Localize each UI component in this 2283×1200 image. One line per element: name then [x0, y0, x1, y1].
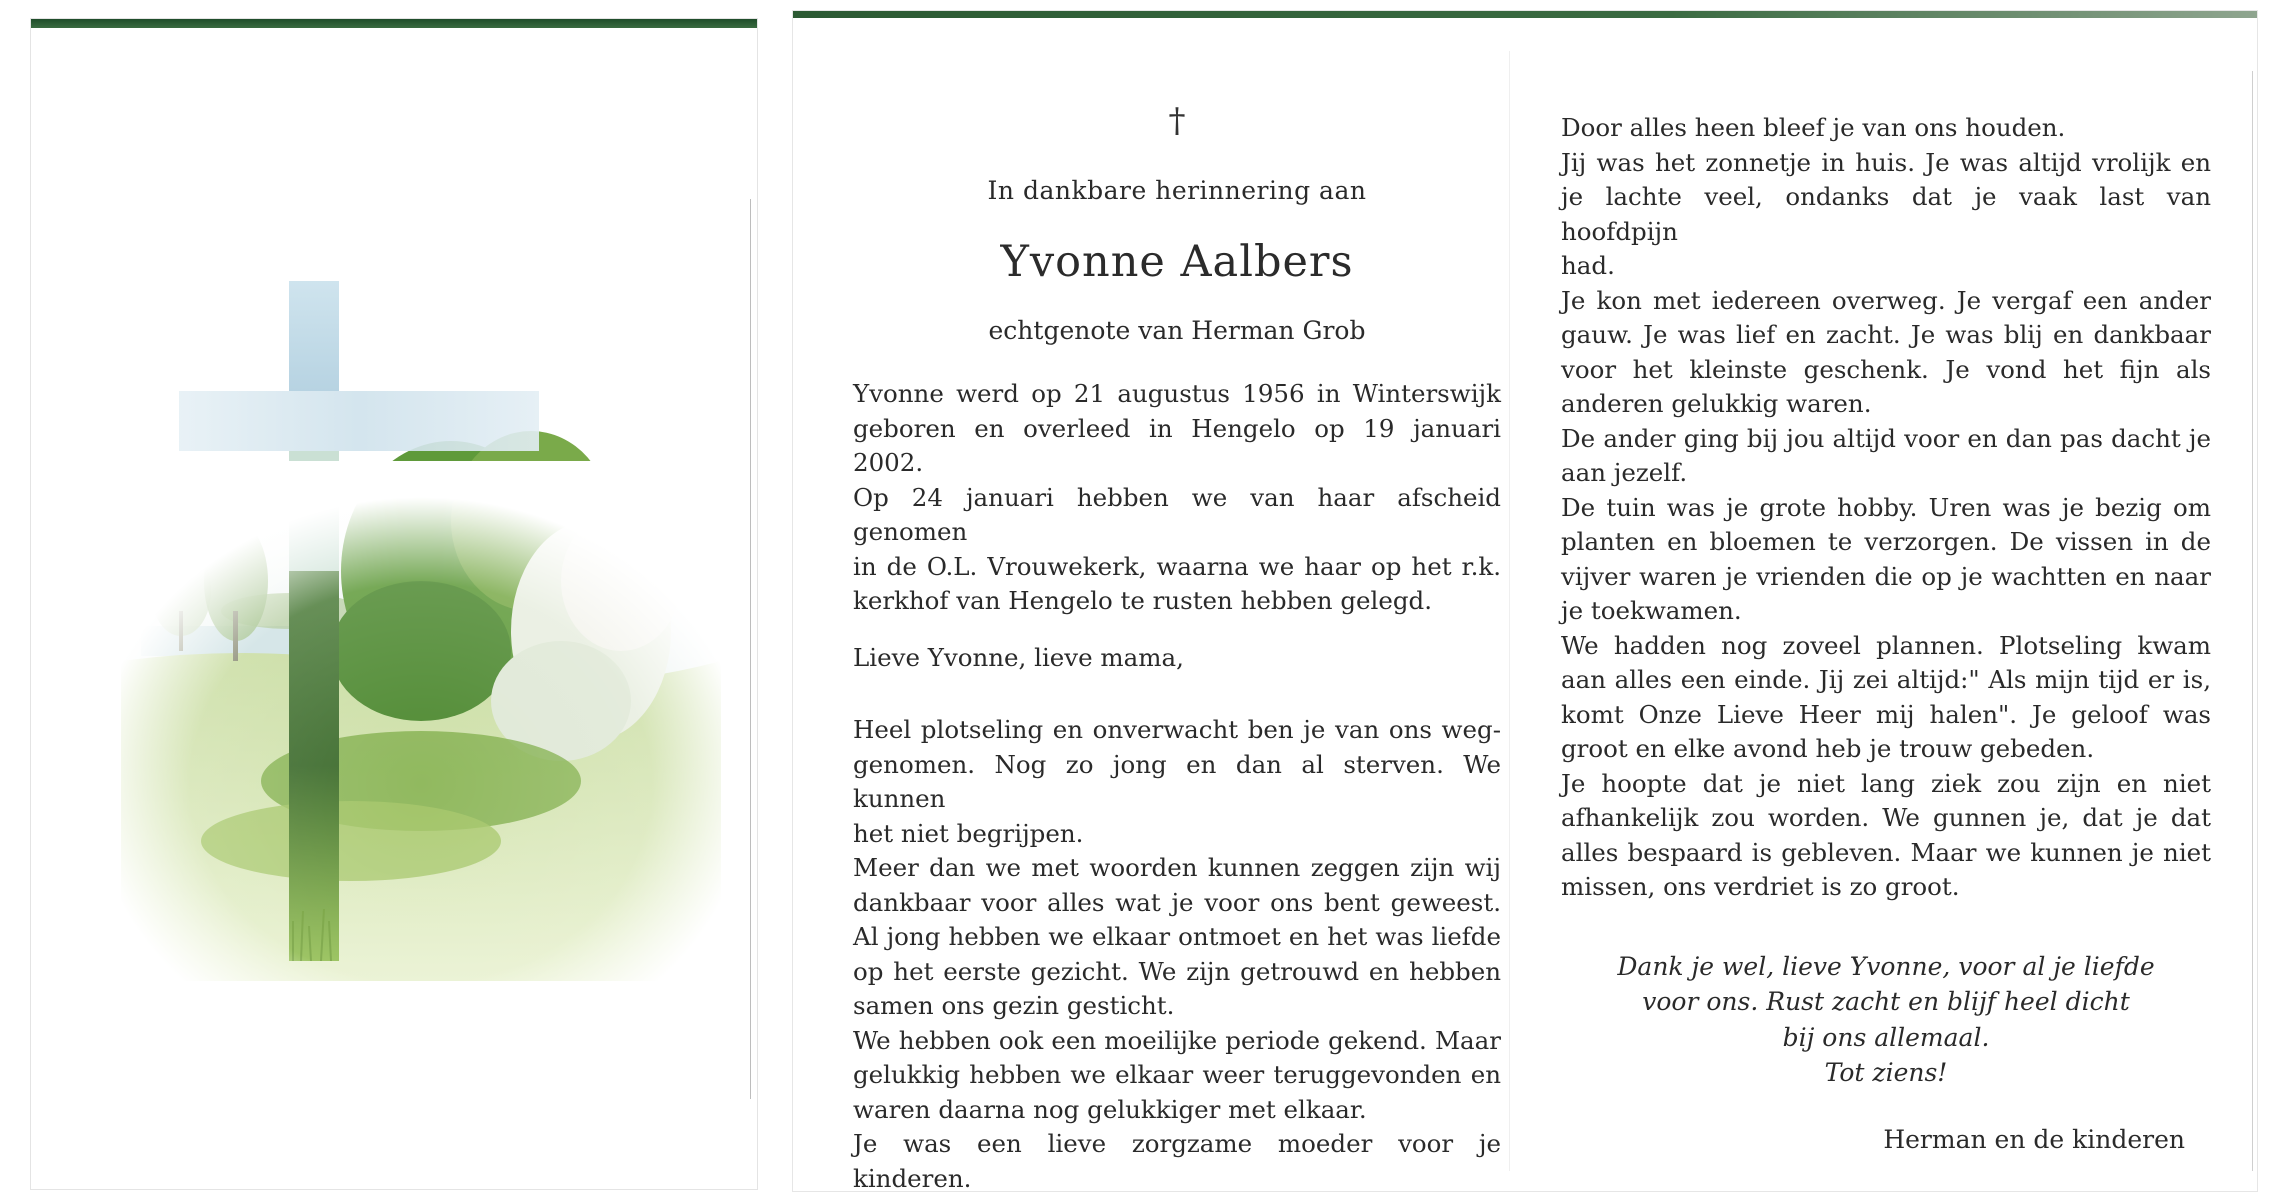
text-line: Jij was het zonnetje in huis. Je was altijd vrolijk en	[1561, 147, 2211, 177]
closing-line: Dank je wel, lieve Yvonne, voor al je liefde	[1617, 951, 2155, 981]
text-line: Meer dan we met woorden kunnen zeggen zijn wij	[853, 853, 1501, 882]
bio-line: Yvonne werd op 21 augustus 1956 in Winterswijk	[853, 379, 1501, 408]
card-fold-line	[1509, 51, 1510, 1171]
text-line: Al jong hebben we elkaar ontmoet en het was liefde	[853, 922, 1501, 951]
card-right-edge	[2252, 71, 2253, 1171]
cross-landscape-icon	[121, 281, 721, 981]
text-line: Door alles heen bleef je van ons houden.	[1561, 113, 2066, 142]
text-line: Heel plotseling en onverwacht ben je van ons weg-	[853, 715, 1501, 744]
bio-line: kerkhof van Hengelo te rusten hebben gelegd.	[853, 586, 1432, 615]
closing-line: bij ons allemaal.	[1782, 1022, 1990, 1052]
memorial-text-right	[1561, 111, 2211, 905]
text-line: vijver waren je vrienden die op je wachtten en naar	[1561, 561, 2211, 591]
text-line: groot en elke avond heb je trouw gebeden.	[1561, 734, 2095, 763]
bio-line: Op 24 januari hebben we van haar afscheid genomen	[853, 482, 1501, 546]
closing-verse	[1561, 949, 2211, 1091]
closing-line: voor ons. Rust zacht en blijf heel dicht	[1642, 987, 2130, 1016]
text-line: had.	[1561, 251, 1615, 280]
text-line: We hebben ook een moeilijke periode gekend. Maar	[853, 1025, 1501, 1055]
text-line: missen, ons verdriet is zo groot.	[1561, 872, 1960, 901]
text-line: Je hoopte dat je niet lang ziek zou zijn en niet	[1561, 768, 2211, 798]
bio-line: geboren en overleed in Hengelo op 19 januari 2002.	[853, 413, 1501, 477]
memorial-text-left	[853, 713, 1501, 1196]
text-line: anderen gelukkig waren.	[1561, 389, 1872, 418]
right-column	[1561, 111, 2211, 1157]
spouse-text: echtgenote van Herman Grob	[988, 316, 1366, 345]
text-line: We hadden nog zoveel plannen. Plotseling kwam	[1561, 630, 2211, 660]
text-line: Je was een lieve zorgzame moeder voor je kinderen.	[853, 1129, 1501, 1193]
text-line: waren daarna nog gelukkiger met elkaar.	[853, 1094, 1367, 1124]
text-line: je lachte veel, ondanks dat je vaak last van hoofdpijn	[1561, 182, 2211, 246]
text-line: je toekwamen.	[1561, 596, 1742, 625]
text-line: gelukkig hebben we elkaar weer teruggevonden en	[853, 1060, 1501, 1089]
card-top-edge	[793, 11, 2257, 18]
signature: Herman en de kinderen	[1883, 1124, 2185, 1154]
front-card	[30, 18, 758, 1190]
text-line: Je kon met iedereen overweg. Je vergaf een ander	[1561, 285, 2211, 315]
bio-line: in de O.L. Vrouwekerk, waarna we haar op het r.k.	[853, 551, 1501, 581]
text-line: De tuin was je grote hobby. Uren was je bezig om	[1561, 492, 2211, 522]
text-line: gauw. Je was lief en zacht. Je was blij en dankbaar	[1561, 320, 2211, 349]
text-line: samen ons gezin gesticht.	[853, 991, 1175, 1020]
text-line: voor het kleinste geschenk. Je vond het fijn als	[1561, 354, 2211, 384]
biography-block	[853, 377, 1501, 619]
card-fold-edge	[750, 199, 751, 1099]
text-line: het niet begrijpen.	[853, 818, 1084, 848]
cross-symbol: †	[1168, 101, 1186, 141]
left-column	[853, 101, 1501, 1196]
card-top-edge	[31, 19, 757, 28]
intro-text: In dankbare herinnering aan	[987, 176, 1367, 205]
text-line: aan alles een einde. Jij zei altijd:" Als mijn tijd er is,	[1561, 665, 2211, 694]
deceased-name: Yvonne Aalbers	[1000, 237, 1354, 287]
text-line: planten en bloemen te verzorgen. De vissen in de	[1561, 527, 2211, 556]
text-line: genomen. Nog zo jong en dan al sterven. We kunnen	[853, 749, 1501, 813]
closing-line: Tot ziens!	[1824, 1058, 1948, 1087]
text-line: aan jezelf.	[1561, 458, 1688, 487]
text-line: komt Onze Lieve Heer mij halen". Je geloof was	[1561, 699, 2211, 729]
text-line: afhankelijk zou worden. We gunnen je, dat je dat	[1561, 803, 2211, 832]
text-line: op het eerste gezicht. We zijn getrouwd en hebben	[853, 956, 1501, 986]
text-line: alles bespaard is gebleven. Maar we kunnen je niet	[1561, 837, 2211, 867]
salutation: Lieve Yvonne, lieve mama,	[853, 642, 1184, 672]
text-line: dankbaar voor alles wat je voor ons bent geweest.	[853, 887, 1501, 917]
text-line: De ander ging bij jou altijd voor en dan pas dacht je	[1561, 423, 2211, 453]
inside-card	[792, 10, 2258, 1192]
